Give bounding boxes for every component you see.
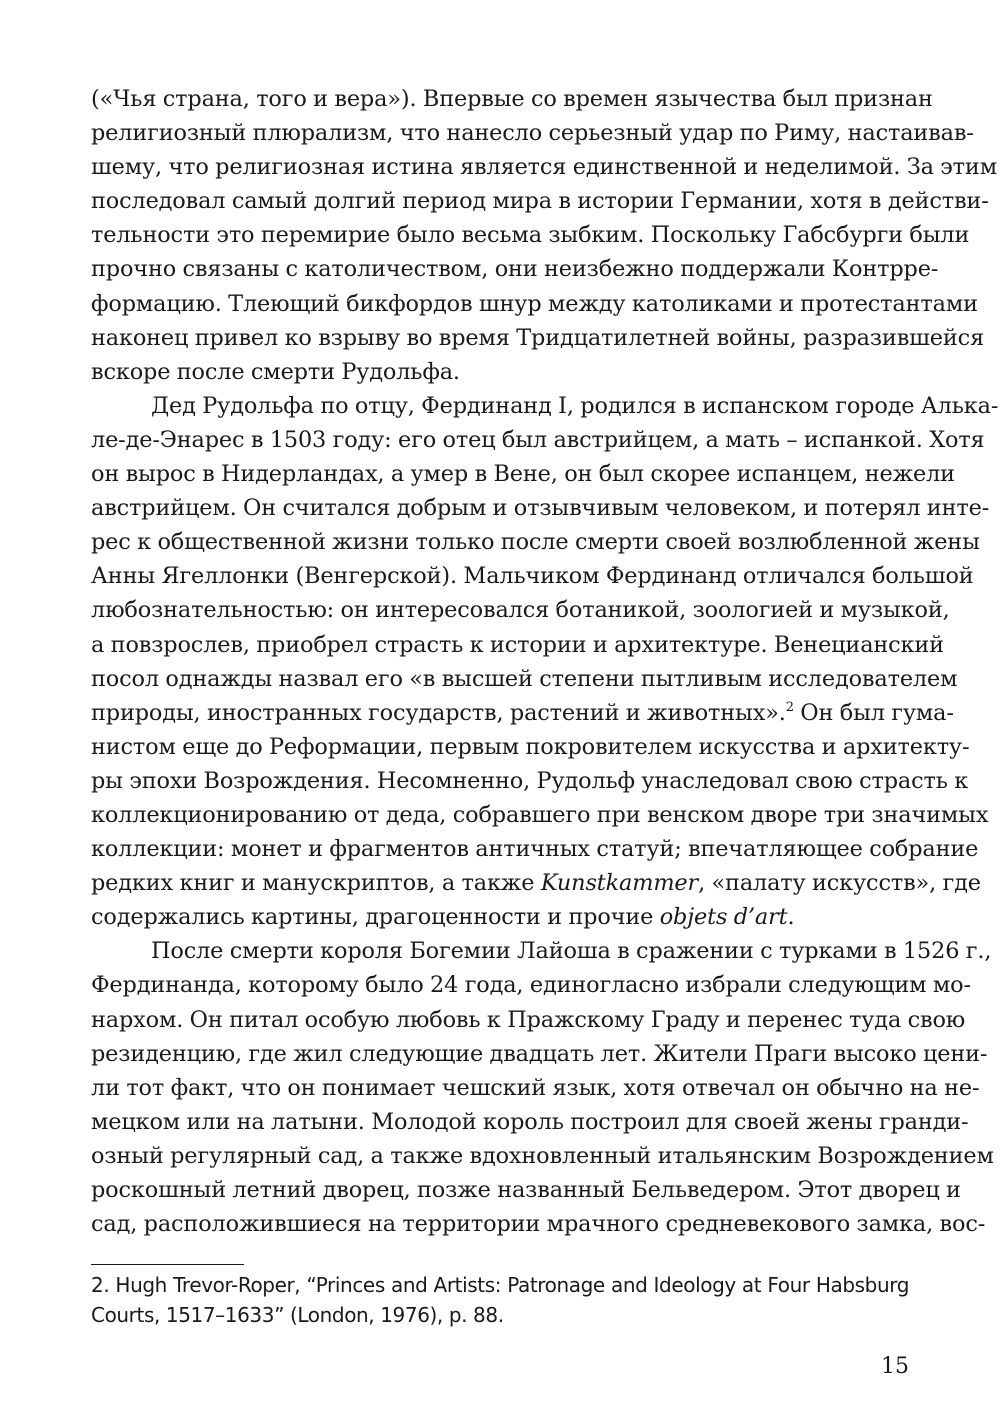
text-line: посол однажды назвал его «в высшей степени пытливым исследователем [91,665,958,692]
text-line: Анны Ягеллонки (Венгерской). Мальчиком Фердинанд отличался большой [91,563,974,590]
text-line: ли тот факт, что он понимает чешский язык, хотя отвечал он обычно на не- [91,1074,980,1101]
footnote-line: 2. Hugh Trevor-Roper, “Princes and Artists: Patronage and Ideology at Four Habsburg [91,1273,909,1297]
text-line: сад, расположившиеся на территории мрачного средневекового замка, вос- [91,1211,986,1238]
text-line: редких книг и манускриптов, а также Kunstkammer, «палату искусств», где [91,870,981,897]
text-line: нистом еще до Реформации, первым покровителем искусства и архитекту- [91,733,970,760]
text-line: Дед Рудольфа по отцу, Фердинанд I, родился в испанском городе Алька- [151,392,999,419]
text-line: («Чья страна, того и вера»). Впервые со времен язычества был признан [91,86,933,112]
text-line: любознательностью: он интересовался ботаникой, зоологией и музыкой, [91,597,950,624]
footnote-divider [91,1264,244,1265]
italic-term: Kunstkammer [540,870,699,897]
italic-term: objets d’art [659,904,788,931]
text-line: формацию. Тлеющий бикфордов шнур между католиками и протестантами [91,290,978,317]
text-line: коллекции: монет и фрагментов античных статуй; впечатляющее собрание [91,836,979,863]
text-line: австрийцем. Он считался добрым и отзывчивым человеком, и потерял инте- [91,495,990,522]
text-line: роскошный летний дворец, позже названный Бельведером. Этот дворец и [91,1177,961,1203]
text-line: нархом. Он питал особую любовь к Пражскому Граду и перенес туда свою [91,1006,966,1033]
text-line: коллекционированию от деда, собравшего при венском дворе три значимых [91,801,989,828]
page-number: 15 [881,1354,909,1379]
footnote-reference[interactable]: 2 [785,699,794,715]
text-line: последовал самый долгий период мира в истории Германии, хотя в действи- [91,188,989,215]
text-line: мецком или на латыни. Молодой король построил для своей жены гранди- [91,1108,969,1135]
text-line: ры эпохи Возрождения. Несомненно, Рудольф унаследовал свою страсть к [91,767,969,794]
text-line: наконец привел ко взрыву во время Тридцатилетней войны, разразившейся [91,324,985,351]
text-line: природы, иностранных государств, растений и животных».$^2$ Он был гума- [91,699,954,726]
text-line: Фердинанда, которому было 24 года, единогласно избрали следующим мо- [91,972,971,999]
text-line: После смерти короля Богемии Лайоша в сражении с турками в 1526 г., [151,938,992,965]
text-line: рес к общественной жизни только после смерти своей возлюбленной жены [91,529,980,556]
text-line: он вырос в Нидерландах, а умер в Вене, он был скорее испанцем, нежели [91,461,955,488]
text-line: тельности это перемирие было весьма зыбким. Поскольку Габсбурги были [91,222,970,249]
text-line: шему, что религиозная истина является единственной и неделимой. За этим [91,154,997,181]
text-line: вскоре после смерти Рудольфа. [91,358,460,385]
footnote [91,1270,909,1330]
text-line: резиденцию, где жил следующие двадцать лет. Жители Праги высоко цени- [91,1040,988,1067]
text-line: содержались картины, драгоценности и прочие objets d’art. [91,904,795,931]
footnote-line: Courts, 1517–1633” (London, 1976), p. 88. [91,1303,504,1327]
text-line: прочно связаны с католичеством, они неизбежно поддержали Контрре- [91,256,939,283]
text-line: а повзрослев, приобрел страсть к истории и архитектуре. Венецианский [91,631,944,658]
text-line: озный регулярный сад, а также вдохновленный итальянским Возрождением [91,1142,994,1169]
text-line: религиозный плюрализм, что нанесло серьезный удар по Риму, настаивав- [91,120,974,147]
main-text [91,82,999,1241]
text-line: ле-де-Энарес в 1503 году: его отец был австрийцем, а мать – испанкой. Хотя [91,426,985,453]
